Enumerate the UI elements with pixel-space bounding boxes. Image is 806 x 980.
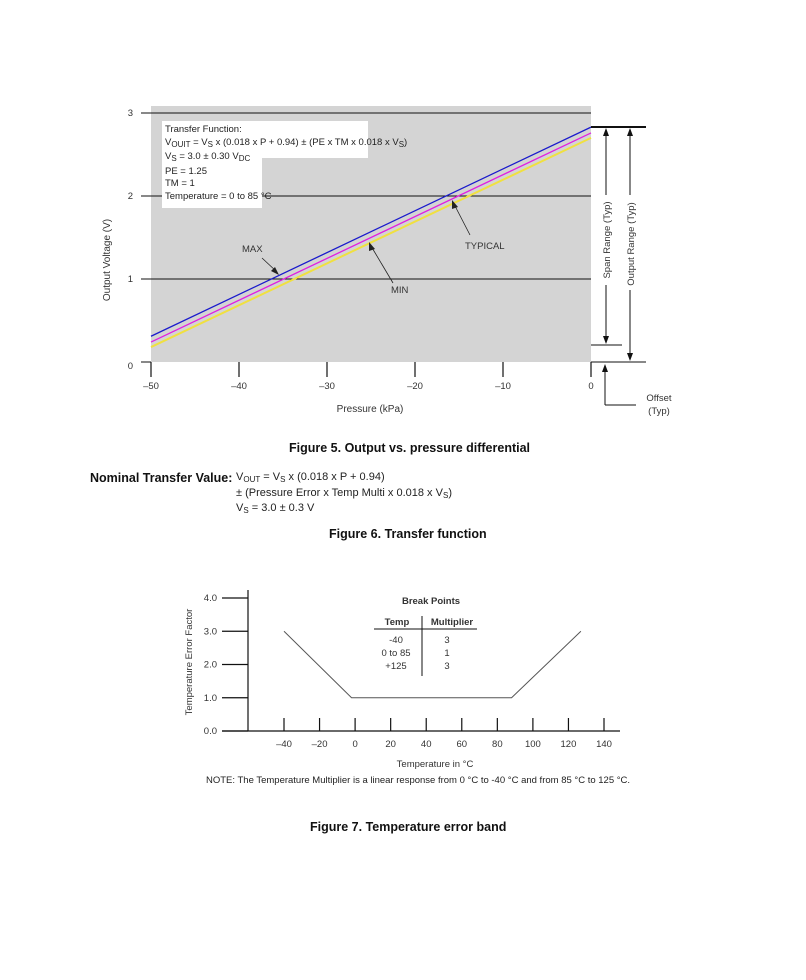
y-tick-label: 1.0 bbox=[203, 692, 217, 704]
y-tick-label: 4.0 bbox=[203, 593, 217, 604]
x-axis-label: Pressure (kPa) bbox=[336, 404, 404, 415]
tf-line-title: Transfer Function: bbox=[165, 124, 242, 135]
y-tick-label: 2 bbox=[127, 191, 133, 202]
x-tick-label: 40 bbox=[420, 739, 432, 750]
table-row bbox=[385, 661, 449, 672]
y-axis-ticks bbox=[204, 593, 248, 737]
x-tick-label: 20 bbox=[385, 739, 396, 750]
x-tick-label: 0 bbox=[352, 739, 358, 750]
equation-line-3: $V_S = 3.0 \pm 0.3$ V bbox=[236, 502, 315, 515]
typical-label: TYPICAL bbox=[465, 241, 505, 252]
figure-5-caption: Figure 5. Output vs. pressure differential bbox=[289, 441, 531, 455]
table-cell: +125 bbox=[385, 661, 407, 672]
series-lines bbox=[284, 631, 581, 698]
equation-line-1: $V_{OUT} = V_S$ x (0.018 x P + 0.94) bbox=[236, 471, 385, 484]
axes bbox=[222, 590, 620, 731]
x-tick-label: 60 bbox=[456, 739, 468, 750]
figure-7-caption: Figure 7. Temperature error band bbox=[310, 820, 507, 834]
tf-line-tm: TM = 1 bbox=[165, 178, 195, 189]
x-axis-label: Temperature in °C bbox=[396, 759, 474, 770]
table-row bbox=[381, 648, 449, 659]
table-header-multiplier: Multiplier bbox=[430, 617, 474, 628]
y-axis-label: Temperature Error Factor bbox=[184, 608, 195, 716]
x-tick-label: –40 bbox=[276, 739, 292, 750]
figure-6-caption: Figure 6. Transfer function bbox=[329, 527, 487, 541]
y-tick-label: 3 bbox=[127, 108, 133, 119]
tf-line-pe: PE = 1.25 bbox=[165, 165, 207, 177]
table-cell: 3 bbox=[444, 635, 450, 646]
table-cell: 0 to 85 bbox=[381, 648, 411, 659]
nominal-transfer-label: Nominal Transfer Value: bbox=[90, 471, 233, 485]
table-title: Break Points bbox=[401, 596, 461, 607]
tf-line-equation: $V_{OUIT} = V_S$ x (0.018 x P + 0.94) ± (PE x TM x 0.018 x $V_S$) bbox=[165, 136, 408, 149]
output-range-label: Output Range (Typ) bbox=[626, 202, 637, 286]
y-tick-label: 0 bbox=[127, 361, 133, 372]
x-tick-label: 140 bbox=[596, 739, 612, 750]
x-tick-label: 120 bbox=[560, 739, 577, 750]
y-tick-label: 3.0 bbox=[203, 626, 217, 638]
y-axis-label: Output Voltage (V) bbox=[102, 218, 113, 302]
x-tick-label: –20 bbox=[407, 381, 423, 392]
table-cell: -40 bbox=[389, 635, 403, 646]
x-tick-label: 80 bbox=[492, 739, 503, 750]
x-tick-label: 0 bbox=[588, 381, 594, 392]
x-tick-label: –30 bbox=[319, 381, 335, 392]
max-label: MAX bbox=[242, 244, 263, 255]
x-tick-label: 100 bbox=[524, 739, 541, 750]
table-cell: 1 bbox=[444, 648, 450, 659]
table-row bbox=[389, 635, 450, 646]
break-points-table bbox=[374, 596, 477, 676]
offset-typ-label: (Typ) bbox=[648, 406, 670, 417]
x-tick-label: –20 bbox=[311, 739, 328, 750]
temperature-note: NOTE: The Temperature Multiplier is a linear response from 0 °C to -40 °C and from 85 °C to 125 °C. bbox=[206, 775, 631, 786]
x-axis-ticks bbox=[276, 718, 612, 750]
table-header-temp: Temp bbox=[384, 617, 410, 628]
span-range-label: Span Range (Typ) bbox=[602, 201, 613, 279]
x-tick-label: –10 bbox=[495, 381, 511, 392]
y-tick-label: 2.0 bbox=[203, 659, 217, 671]
x-tick-label: –40 bbox=[231, 381, 247, 392]
tf-line-temp: Temperature = 0 to 85 °C bbox=[165, 190, 272, 202]
tf-line-vs: $V_S = 3.0 \pm 0.30$ $V_{DC}$ bbox=[165, 151, 251, 163]
y-tick-label: 0.0 bbox=[203, 726, 217, 737]
equation-line-2: ± (Pressure Error x Temp Multi x 0.018 x $V_S$) bbox=[236, 486, 452, 500]
min-label: MIN bbox=[391, 285, 409, 296]
y-tick-label: 1 bbox=[127, 274, 133, 285]
x-tick-label: –50 bbox=[143, 381, 159, 392]
table-cell: 3 bbox=[444, 661, 450, 672]
offset-label: Offset bbox=[646, 393, 672, 404]
temperature-multiplier-line bbox=[284, 631, 581, 698]
